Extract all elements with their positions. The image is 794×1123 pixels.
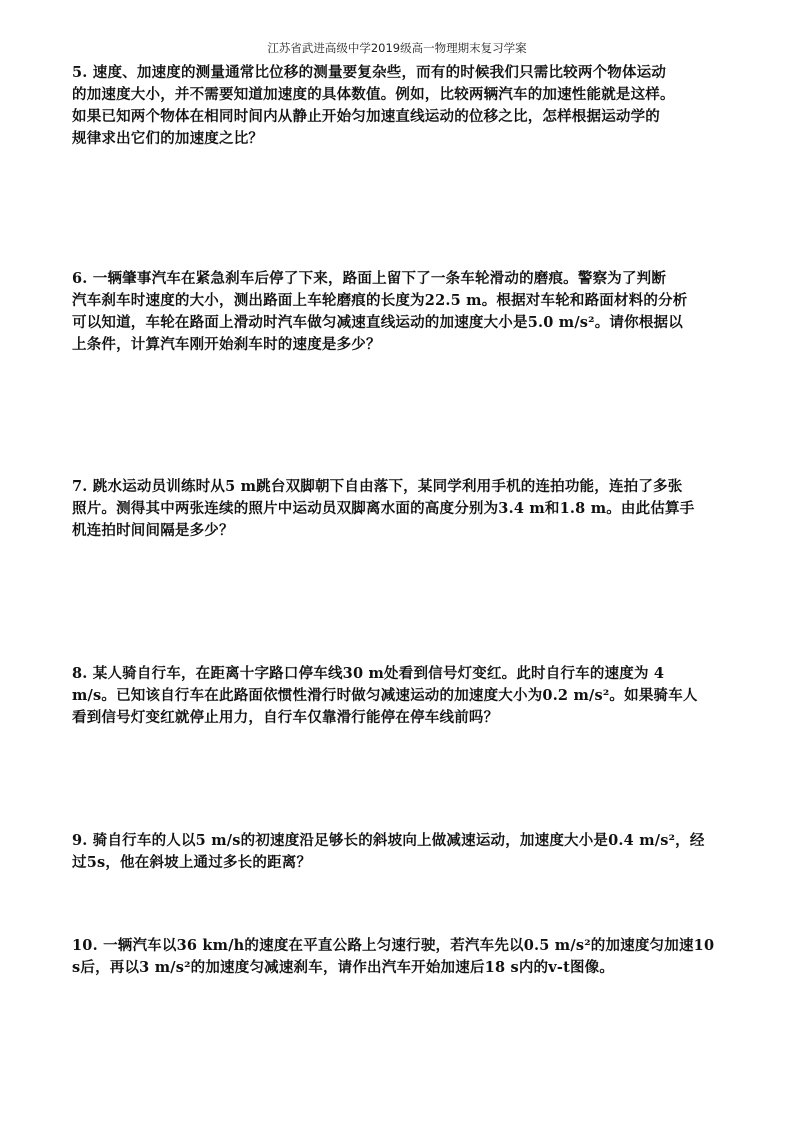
question-line: 7. 跳水运动员训练时从5 m跳台双脚朝下自由落下，某同学利用手机的连拍功能，连拍了多张 (72, 478, 683, 495)
question-line: 照片。测得其中两张连续的照片中运动员双脚离水面的高度分别为3.4 m和1.8 m。由此估算手 (72, 500, 695, 517)
question-line: 6. 一辆肇事汽车在紧急刹车后停了下来，路面上留下了一条车轮滑动的磨痕。警察为了判断 (72, 270, 667, 287)
question-7 (72, 476, 726, 542)
question-8 (72, 663, 726, 729)
question-5 (72, 62, 726, 150)
question-9 (72, 830, 726, 874)
question-line: 8. 某人骑自行车，在距离十字路口停车线30 m处看到信号灯变红。此时自行车的速度为 4 (72, 665, 665, 682)
question-6 (72, 268, 726, 356)
page-header: 江苏省武进高级中学2019级高一物理期末复习学案 (267, 41, 527, 55)
question-line: 5. 速度、加速度的测量通常比位移的测量要复杂些，而有的时候我们只需比较两个物体运动 (72, 64, 667, 81)
question-line: 上条件，计算汽车刚开始刹车时的速度是多少？ (72, 336, 381, 353)
question-line: 过5s，他在斜坡上通过多长的距离？ (72, 854, 312, 871)
question-line: 9. 骑自行车的人以5 m/s的初速度沿足够长的斜坡向上做减速运动，加速度大小是0.4 m/s²，经 (72, 832, 705, 849)
question-line: 汽车刹车时速度的大小，测出路面上车轮磨痕的长度为22.5 m。根据对车轮和路面材料的分析 (72, 292, 688, 309)
question-line: 的加速度大小，并不需要知道加速度的具体数值。例如，比较两辆汽车的加速性能就是这样。 (72, 86, 675, 103)
question-line: 规律求出它们的加速度之比？ (72, 130, 264, 147)
question-line: 如果已知两个物体在相同时间内从静止开始匀加速直线运动的位移之比，怎样根据运动学的 (72, 108, 660, 125)
question-line: 可以知道，车轮在路面上滑动时汽车做匀减速直线运动的加速度大小是5.0 m/s²。请你根据以 (72, 314, 683, 331)
question-line: 机连拍时间间隔是多少？ (72, 522, 234, 539)
question-line: s后，再以3 m/s²的加速度匀减速刹车，请作出汽车开始加速后18 s内的v-t图像。 (72, 959, 615, 976)
question-line: 看到信号灯变红就停止用力，自行车仅靠滑行能停在停车线前吗？ (72, 709, 499, 726)
question-line: m/s。已知该自行车在此路面依惯性滑行时做匀减速运动的加速度大小为0.2 m/s²。如果骑车人 (72, 687, 698, 704)
question-line: 10. 一辆汽车以36 km/h的速度在平直公路上匀速行驶，若汽车先以0.5 m/s²的加速度匀加速10 (72, 937, 715, 954)
question-10 (72, 935, 726, 979)
